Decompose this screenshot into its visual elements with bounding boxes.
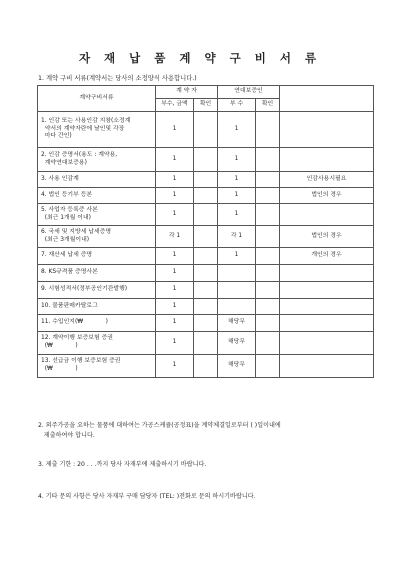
note-2 xyxy=(38,421,281,441)
row-contractor-confirm xyxy=(194,188,218,204)
row-guarantor-confirm xyxy=(256,226,280,248)
document-title: 자 재 납 품 계 약 구 비 서 류 xyxy=(78,51,322,65)
row-guarantor-copies: 각 1 xyxy=(218,226,256,248)
row-document: 1. 인감 또는 사용인감 지참(소정계 약서의 계약자란에 날인및 각장 마다 간인) xyxy=(38,112,156,148)
table-row xyxy=(38,112,374,148)
row-contractor-confirm xyxy=(194,226,218,248)
row-guarantor-confirm xyxy=(256,188,280,204)
table-row xyxy=(38,315,374,332)
row-document: 5. 사업자 등록증 사본 (최근 1개월 이내) xyxy=(38,204,156,226)
row-contractor-copies: 1 xyxy=(156,148,194,172)
row-contractor-confirm xyxy=(194,112,218,148)
row-document: 4. 법인 등기부 등본 xyxy=(38,188,156,204)
row-guarantor-copies: 1 xyxy=(218,172,256,188)
header-guarantor-copies: 부 수 xyxy=(218,99,256,112)
note-4: 4. 기타 문의 사항은 당사 자재부 구매 담당자 (TEL: )전화로 문의 하시기바랍니다. xyxy=(38,493,256,500)
row-guarantor-copies xyxy=(218,282,256,299)
table-row xyxy=(38,226,374,248)
table-row xyxy=(38,172,374,188)
row-guarantor-confirm xyxy=(256,112,280,148)
row-remarks xyxy=(280,315,374,332)
row-remarks: 법인의 경우 xyxy=(280,226,374,248)
table-row xyxy=(38,332,374,355)
row-contractor-copies: 1 xyxy=(156,299,194,315)
row-contractor-copies: 1 xyxy=(156,282,194,299)
row-guarantor-confirm xyxy=(256,148,280,172)
row-guarantor-copies: 해당무 xyxy=(218,355,256,378)
row-remarks: 법인의 경우 xyxy=(280,188,374,204)
header-contractor: 계 약 자 xyxy=(156,86,218,99)
row-guarantor-confirm xyxy=(256,282,280,299)
table-row xyxy=(38,282,374,299)
section-note: 1. 계약 구비 서류(계약서는 당사의 소정양식 사용합니다.) xyxy=(38,75,197,82)
row-document: 2. 인감 증명서(용도 : 계약용, 계약연대보증용) xyxy=(38,148,156,172)
row-guarantor-confirm xyxy=(256,172,280,188)
row-remarks xyxy=(280,355,374,378)
row-contractor-confirm xyxy=(194,248,218,265)
row-contractor-copies: 1 xyxy=(156,332,194,355)
table-row xyxy=(38,355,374,378)
row-guarantor-confirm xyxy=(256,315,280,332)
row-remarks xyxy=(280,282,374,299)
row-remarks xyxy=(280,332,374,355)
documents-table xyxy=(37,85,374,378)
row-guarantor-copies: 1 xyxy=(218,204,256,226)
row-contractor-copies: 1 xyxy=(156,204,194,226)
row-remarks xyxy=(280,148,374,172)
row-document: 9. 시험성적서(정부공인기관발행) xyxy=(38,282,156,299)
row-guarantor-copies xyxy=(218,265,256,282)
row-contractor-copies: 1 xyxy=(156,188,194,204)
note-2-line-2: 제출하여야 합니다. xyxy=(38,431,95,439)
row-contractor-confirm xyxy=(194,265,218,282)
header-documents: 계약구비서류 xyxy=(38,86,156,112)
table-row xyxy=(38,248,374,265)
row-guarantor-copies: 1 xyxy=(218,148,256,172)
row-guarantor-copies: 해당무 xyxy=(218,332,256,355)
row-contractor-copies: 1 xyxy=(156,172,194,188)
row-contractor-confirm xyxy=(194,204,218,226)
row-contractor-confirm xyxy=(194,148,218,172)
row-guarantor-confirm xyxy=(256,265,280,282)
row-document: 12. 계약이행 보증보험 증권 (₩ ) xyxy=(38,332,156,355)
row-contractor-copies: 1 xyxy=(156,112,194,148)
row-guarantor-confirm xyxy=(256,248,280,265)
table-row xyxy=(38,148,374,172)
table-row xyxy=(38,188,374,204)
row-guarantor-confirm xyxy=(256,204,280,226)
row-guarantor-confirm xyxy=(256,355,280,378)
header-confirm: 확인 xyxy=(194,99,218,112)
row-contractor-confirm xyxy=(194,172,218,188)
row-document: 11. 수입인지(₩ ) xyxy=(38,315,156,332)
row-remarks xyxy=(280,299,374,315)
row-remarks xyxy=(280,265,374,282)
row-document: 6. 국세 및 지방세 납세증명 (최근 3개월이내) xyxy=(38,226,156,248)
row-guarantor-copies: 1 xyxy=(218,248,256,265)
row-remarks xyxy=(280,204,374,226)
row-document: 8. KS규격품 증명사본 xyxy=(38,265,156,282)
row-contractor-copies: 1 xyxy=(156,355,194,378)
row-remarks: 개인의 경우 xyxy=(280,248,374,265)
row-remarks xyxy=(280,112,374,148)
row-document: 3. 사용 인감계 xyxy=(38,172,156,188)
row-contractor-confirm xyxy=(194,355,218,378)
row-contractor-confirm xyxy=(194,299,218,315)
row-remarks: 인감사용시필요 xyxy=(280,172,374,188)
table-row xyxy=(38,204,374,226)
table-row xyxy=(38,299,374,315)
row-contractor-copies: 각 1 xyxy=(156,226,194,248)
row-guarantor-confirm xyxy=(256,332,280,355)
row-guarantor-copies: 해당무 xyxy=(218,315,256,332)
row-contractor-copies: 1 xyxy=(156,265,194,282)
note-2-line-1: 2. 외주가공을 요하는 물품에 대하여는 가공스케쥴(공정표)을 계약체결일로부터 ( )일이내에 xyxy=(38,422,281,429)
row-guarantor-copies xyxy=(218,299,256,315)
row-document: 7. 재산세 납세 증명 xyxy=(38,248,156,265)
header-guarantor-confirm: 확인 xyxy=(256,99,280,112)
row-contractor-confirm xyxy=(194,315,218,332)
row-contractor-confirm xyxy=(194,332,218,355)
row-guarantor-confirm xyxy=(256,299,280,315)
row-document: 13. 선급금 이행 보증보험 증권 (₩ ) xyxy=(38,355,156,378)
header-remarks xyxy=(280,86,374,112)
header-guarantor: 연대보증인 xyxy=(218,86,280,99)
row-contractor-copies: 1 xyxy=(156,248,194,265)
row-contractor-confirm xyxy=(194,282,218,299)
table-row xyxy=(38,265,374,282)
row-guarantor-copies: 1 xyxy=(218,188,256,204)
row-guarantor-copies: 1 xyxy=(218,112,256,148)
header-copies-amount: 부수, 금액 xyxy=(156,99,194,112)
note-3: 3. 제출 기한 : 20 . . .까지 당사 자재부에 제출하시기 바랍니다. xyxy=(38,461,207,468)
row-contractor-copies: 1 xyxy=(156,315,194,332)
row-document: 10. 물품판매카탈로그 xyxy=(38,299,156,315)
